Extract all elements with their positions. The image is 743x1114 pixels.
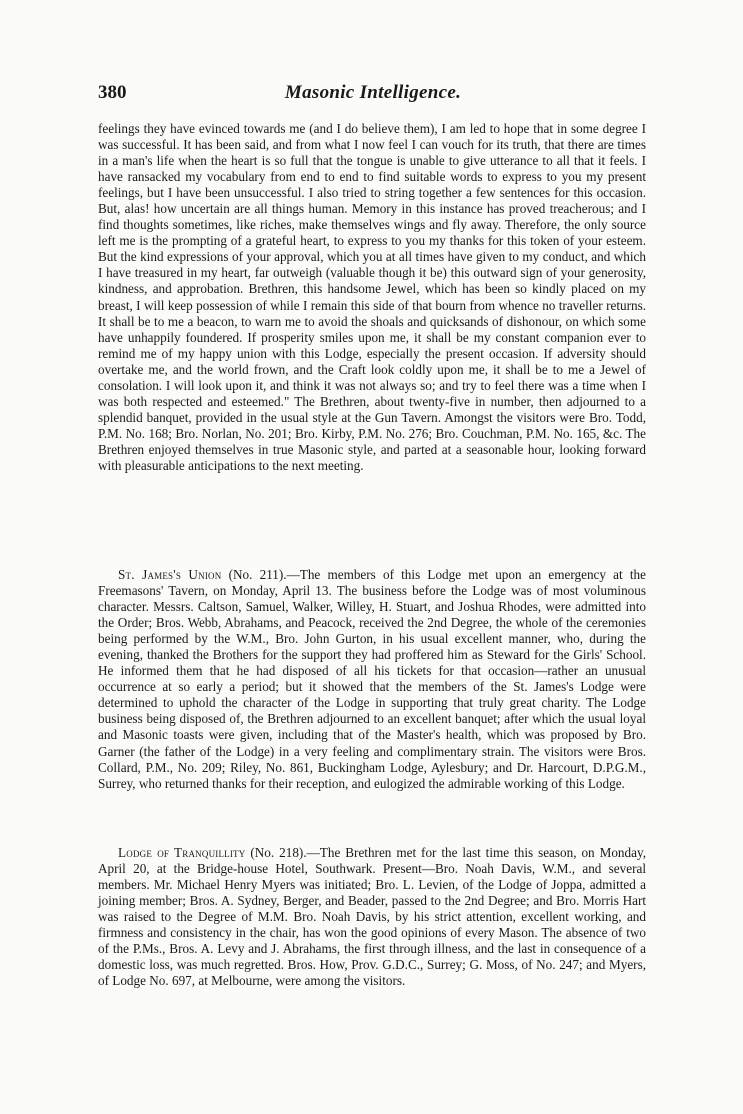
st-james-union-report [98,567,646,792]
lodge-of-tranquillity-report [98,845,646,989]
st-james-union-paragraph [98,567,646,792]
page-number: 380 [98,82,127,103]
running-title: Masonic Intelligence. [284,82,462,103]
continued-paragraph: feelings they have evinced towards me (and I do believe them), I am led to hope that in some degree I was successful. It has been said, and from what I now feel I can vouch for its truth, that there are times in a man's life when the heart is so full that the tongue is unable to give utterance to all that it feels. I have ransacked my vocabulary from end to end to find suitable words to express to you my present feelings, but I have been unsuccessful. I also tried to string together a few sentences for this occasion. But, alas! how uncertain are all things human. Memory in this instance has proved treacherous; and I find thoughts sometimes, like riches, make themselves wings and fly away. Therefore, the only source left me is the prompting of a grateful heart, to express to you my thanks for this token of your esteem. But the kind expressions of your approval, which you at all times have given to my conduct, and which I have treasured in my heart, far outweigh (valuable though it be) this outward sign of your generosity, kindness, and approbation. Brethren, this handsome Jewel, which has been so kindly placed on my breast, I will keep possession of while I remain this side of that bourn from whence no traveller returns. It shall be to me a beacon, to warn me to avoid the shoals and quicksands of dishonour, on which some have unhappily foundered. If prosperity smiles upon me, it shall be my constant companion ever to remind me of my happy union with this Lodge, especially the present occasion. If adversity should overtake me, and the world frown, and the Craft look coldly upon me, it shall be to me a Jewel of consolation. I will look upon it, and think it was not always so; and try to feel there was a time when I was both respected and esteemed." The Brethren, about twenty-five in number, then adjourned to a splendid banquet, provided in the usual style at the Gun Tavern. Amongst the visitors were Bro. Todd, P.M. No. 168; Bro. Norlan, No. 201; Bro. Kirby, P.M. No. 276; Bro. Couchman, P.M. No. 165, &c. The Brethren enjoyed themselves in true Masonic style, and parted at a seasonable hour, looking forward with pleasurable anticipations to the next meeting. [98,121,646,473]
tranquillity-paragraph [98,845,646,989]
tranquillity-text: (No. 218).—The Brethren met for the last time this season, on Monday, April 20, at the Bridge-house Hotel, Southwark. Present—Bro. Noah Davis, W.M., and several members. Mr. Michael Henry Myers was initiated; Bro. L. Levien, of the Lodge of Joppa, admitted a joining member; Bros. A. Sydney, Berger, and Beader, passed to the 2nd Degree; and Bro. Morris Hart was raised to the Degree of M.M. Bro. Noah Davis, by his strict attention, excellent working, and firmness and consistency in the chair, has won the good opinions of every Mason. The absence of two of the P.Ms., Bros. A. Levy and J. Abrahams, the first through illness, and the last in consequence of a domestic loss, was much regretted. Bros. How, Prov. G.D.C., Surrey; G. Moss, of No. 247; and Myers, of Lodge No. 697, at Melbourne, were among the visitors. [98,845,646,989]
page-header [98,82,648,110]
st-james-union-text: (No. 211).—The members of this Lodge met upon an emergency at the Freemasons' Tavern, on Monday, April 13. The business before the Lodge was of most voluminous character. Messrs. Caltson, Samuel, Walker, Willey, H. Stuart, and Joshua Rhodes, were admitted into the Order; Bros. Webb, Abrahams, and Peacock, received the 2nd Degree, the whole of the ceremonies being performed by the W.M., Bro. John Gurton, in his usual excellent manner, who, during the evening, thanked the Brothers for the support they had proffered him as Steward for the Girls' School. He informed them that he had disposed of all his tickets for that occasion—rather an unusual occurrence at so early a period; but it showed that the members of the St. James's Lodge were determined to uphold the character of the Lodge in supporting that truly great charity. The Lodge business being disposed of, the Brethren adjourned to an excellent banquet; after which the usual loyal and Masonic toasts were given, including that of the Master's health, which was proposed by Bro. Garner (the father of the Lodge) in a very feeling and complimentary strain. The visitors were Bros. Collard, P.M., No. 209; Riley, No. 861, Buckingham Lodge, Aylesbury; and Dr. Harcourt, D.P.G.M., Surrey, who returned thanks for their reception, and eulogized the admirable working of this Lodge. [98,567,646,791]
continued-article [98,121,646,474]
lodge-name-st-james: St. James's Union [118,567,222,582]
lodge-name-tranquillity: Lodge of Tranquillity [118,845,246,860]
